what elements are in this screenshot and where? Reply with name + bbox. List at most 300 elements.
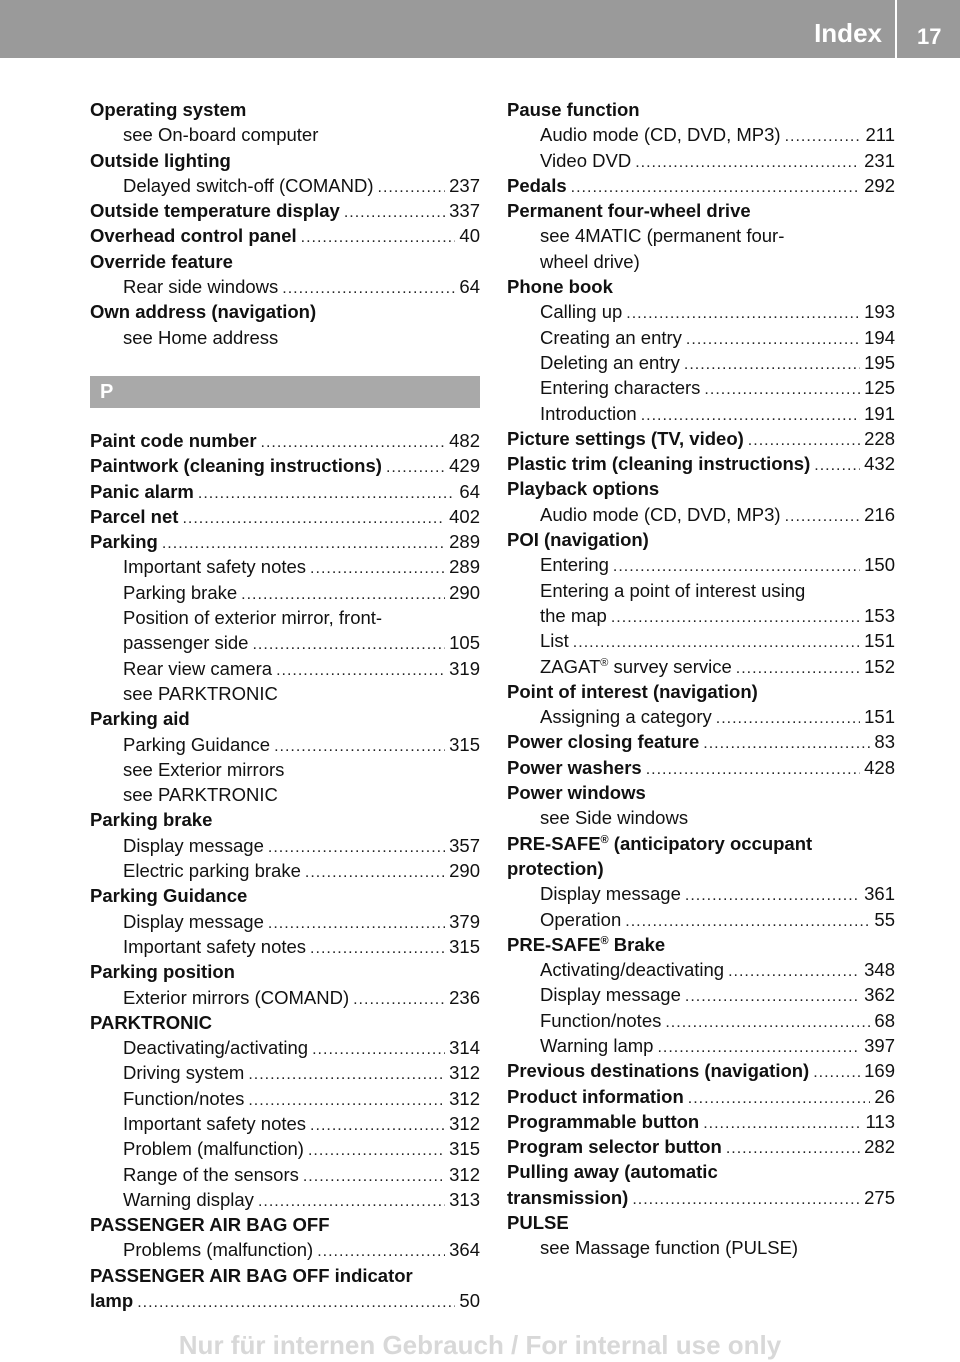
entry-text bbox=[90, 706, 190, 731]
entry-text bbox=[507, 198, 751, 223]
index-entry bbox=[90, 934, 480, 959]
dot-leader bbox=[632, 1187, 860, 1212]
entry-term: see PARKTRONIC bbox=[123, 682, 278, 704]
dot-leader bbox=[241, 582, 445, 607]
entry-term: Display message bbox=[123, 834, 264, 856]
dot-leader bbox=[301, 225, 456, 250]
dot-leader bbox=[303, 1164, 445, 1189]
entry-term: Phone book bbox=[507, 276, 613, 298]
dot-leader bbox=[317, 1239, 445, 1264]
index-entry bbox=[90, 198, 480, 223]
index-entry bbox=[507, 401, 895, 426]
entry-text bbox=[507, 780, 646, 805]
page-reference: 428 bbox=[864, 756, 895, 778]
entry-text bbox=[507, 755, 642, 780]
dot-leader bbox=[748, 428, 860, 453]
dot-leader bbox=[611, 605, 860, 630]
index-entry bbox=[90, 681, 480, 706]
page-reference: 315 bbox=[449, 1138, 480, 1160]
dot-leader bbox=[274, 734, 445, 759]
entry-text bbox=[123, 833, 264, 858]
index-entry bbox=[507, 1185, 895, 1210]
index-entry bbox=[507, 148, 895, 173]
index-entry bbox=[507, 654, 895, 679]
entry-text bbox=[540, 223, 784, 248]
index-entry bbox=[90, 529, 480, 554]
entry-text bbox=[540, 122, 781, 147]
dot-leader bbox=[261, 430, 446, 455]
index-entry bbox=[507, 552, 895, 577]
index-entry bbox=[90, 782, 480, 807]
index-entry bbox=[507, 729, 895, 754]
dot-leader bbox=[625, 909, 870, 934]
page-reference: 290 bbox=[449, 581, 480, 603]
entry-text bbox=[507, 1058, 809, 1083]
dot-leader bbox=[641, 403, 860, 428]
index-entry bbox=[90, 605, 480, 630]
page-reference: 312 bbox=[449, 1087, 480, 1109]
index-entry bbox=[507, 578, 895, 603]
index-column-right bbox=[507, 97, 895, 1261]
entry-term: Exterior mirrors (COMAND) bbox=[123, 986, 350, 1008]
dot-leader bbox=[198, 481, 456, 506]
index-entry bbox=[90, 732, 480, 757]
entry-text bbox=[123, 858, 301, 883]
entry-term: Important safety notes bbox=[123, 935, 307, 957]
page-reference: 432 bbox=[864, 453, 895, 475]
entry-term: Paintwork (cleaning instructions) bbox=[90, 455, 382, 477]
entry-text bbox=[123, 325, 278, 350]
entry-text bbox=[123, 934, 306, 959]
dot-leader bbox=[685, 883, 860, 908]
page-reference: 231 bbox=[864, 149, 895, 171]
entry-term: Paint code number bbox=[90, 429, 257, 451]
entry-term: Operation bbox=[540, 908, 622, 930]
index-entry bbox=[507, 780, 895, 805]
entry-text bbox=[540, 603, 607, 628]
entry-term: Calling up bbox=[540, 301, 623, 323]
entry-text bbox=[540, 375, 700, 400]
page-reference: 282 bbox=[864, 1136, 895, 1158]
entry-text bbox=[90, 249, 233, 274]
dot-leader bbox=[353, 987, 445, 1012]
page-reference: 194 bbox=[864, 326, 895, 348]
entry-term: protection) bbox=[507, 857, 604, 879]
entry-term-continued: survey service bbox=[608, 655, 732, 677]
dot-leader bbox=[726, 1136, 860, 1161]
dot-leader bbox=[252, 632, 445, 657]
index-entry bbox=[507, 426, 895, 451]
entry-text bbox=[507, 1159, 718, 1184]
entry-text bbox=[123, 985, 349, 1010]
entry-term: PRE-SAFE bbox=[507, 832, 601, 854]
dot-leader bbox=[716, 706, 860, 731]
index-entries-o bbox=[90, 97, 480, 350]
index-entry bbox=[507, 957, 895, 982]
page-reference: 83 bbox=[874, 731, 895, 753]
entry-term: Warning display bbox=[123, 1188, 254, 1210]
entry-text bbox=[123, 782, 278, 807]
entry-term: Programmable button bbox=[507, 1110, 700, 1132]
entry-term: Problems (malfunction) bbox=[123, 1239, 314, 1261]
entry-text bbox=[507, 476, 659, 501]
entry-term: Position of exterior mirror, front- bbox=[123, 607, 383, 629]
entry-term: see Side windows bbox=[540, 807, 689, 829]
entry-term: ZAGAT bbox=[540, 655, 601, 677]
page-reference: 482 bbox=[449, 429, 480, 451]
index-entry bbox=[507, 982, 895, 1007]
entry-term: Introduction bbox=[540, 402, 637, 424]
index-entry bbox=[90, 1136, 480, 1161]
entry-term: lamp bbox=[90, 1290, 134, 1312]
entry-text bbox=[123, 1035, 308, 1060]
page-reference: 152 bbox=[864, 655, 895, 677]
index-column-left bbox=[90, 97, 480, 1313]
entry-term: Parking brake bbox=[123, 581, 238, 603]
entry-term: PULSE bbox=[507, 1212, 569, 1234]
entry-term: Problem (malfunction) bbox=[123, 1138, 304, 1160]
index-entry bbox=[507, 350, 895, 375]
index-entry bbox=[507, 97, 895, 122]
entry-text bbox=[540, 299, 622, 324]
entry-term: Creating an entry bbox=[540, 326, 682, 348]
entry-term: Display message bbox=[123, 910, 264, 932]
index-entry bbox=[90, 883, 480, 908]
entry-text bbox=[540, 907, 621, 932]
page-number: 17 bbox=[917, 24, 942, 49]
entry-text bbox=[540, 1008, 661, 1033]
entry-term: Point of interest (navigation) bbox=[507, 680, 758, 702]
entry-text bbox=[507, 729, 699, 754]
index-entry bbox=[90, 299, 480, 324]
entry-text bbox=[123, 656, 272, 681]
entry-term-continued: (anticipatory occupant bbox=[608, 832, 813, 854]
entry-term: Entering bbox=[540, 554, 609, 576]
entry-term: Permanent four-wheel drive bbox=[507, 200, 751, 222]
dot-leader bbox=[276, 658, 445, 683]
dot-leader bbox=[613, 554, 860, 579]
dot-leader bbox=[386, 455, 445, 480]
entry-text bbox=[540, 654, 732, 679]
page-reference: 292 bbox=[864, 174, 895, 196]
dot-leader bbox=[162, 531, 445, 556]
entry-text bbox=[507, 1084, 684, 1109]
entry-term: Operating system bbox=[90, 99, 247, 120]
index-entry bbox=[507, 1134, 895, 1159]
entry-text bbox=[90, 428, 257, 453]
entry-text bbox=[540, 401, 637, 426]
index-entry bbox=[90, 807, 480, 832]
index-entry bbox=[90, 1060, 480, 1085]
entry-term: Outside temperature display bbox=[90, 200, 340, 222]
page-reference: 429 bbox=[449, 455, 480, 477]
page-reference: 237 bbox=[449, 174, 480, 196]
index-entry bbox=[507, 704, 895, 729]
page-reference: 151 bbox=[864, 630, 895, 652]
entry-text bbox=[540, 249, 640, 274]
entry-text bbox=[507, 679, 758, 704]
index-entry bbox=[507, 122, 895, 147]
entry-text bbox=[540, 350, 680, 375]
index-entry bbox=[90, 428, 480, 453]
index-entry bbox=[507, 881, 895, 906]
index-entry bbox=[507, 603, 895, 628]
entry-term: Parking Guidance bbox=[90, 885, 248, 907]
entry-term: Program selector button bbox=[507, 1136, 722, 1158]
entry-text bbox=[540, 982, 681, 1007]
entry-term: Driving system bbox=[123, 1062, 245, 1084]
dot-leader bbox=[258, 1189, 445, 1214]
index-entry bbox=[507, 375, 895, 400]
dot-leader bbox=[785, 124, 862, 149]
entry-term: Function/notes bbox=[123, 1087, 245, 1109]
entry-text bbox=[123, 122, 318, 147]
dot-leader bbox=[646, 757, 860, 782]
registered-mark: ® bbox=[600, 833, 609, 846]
registered-mark: ® bbox=[600, 934, 609, 947]
entry-text bbox=[90, 453, 382, 478]
entry-term: Panic alarm bbox=[90, 480, 194, 502]
dot-leader bbox=[626, 301, 860, 326]
index-entry bbox=[507, 679, 895, 704]
page-reference: 397 bbox=[864, 1034, 895, 1056]
index-entry bbox=[90, 122, 480, 147]
entry-text bbox=[540, 805, 688, 830]
entry-term: Pedals bbox=[507, 174, 567, 196]
page-reference: 55 bbox=[874, 908, 895, 930]
entry-text bbox=[507, 426, 744, 451]
entry-text bbox=[540, 957, 724, 982]
entry-term: Parcel net bbox=[90, 505, 179, 527]
entry-text bbox=[507, 1210, 569, 1235]
index-entry bbox=[90, 1035, 480, 1060]
page-reference: 236 bbox=[449, 986, 480, 1008]
entry-text bbox=[123, 1111, 306, 1136]
entry-term: Function/notes bbox=[540, 1009, 662, 1031]
index-entry bbox=[90, 656, 480, 681]
entry-text bbox=[123, 681, 278, 706]
index-entry bbox=[90, 706, 480, 731]
entry-term: Parking aid bbox=[90, 708, 190, 730]
page-reference: 361 bbox=[864, 883, 895, 905]
dot-leader bbox=[310, 1113, 445, 1138]
entry-term: Parking position bbox=[90, 961, 235, 983]
dot-leader bbox=[282, 276, 455, 301]
index-entry bbox=[90, 1237, 480, 1262]
index-entry bbox=[90, 1162, 480, 1187]
index-entries-p-continued bbox=[507, 97, 895, 1261]
entry-text bbox=[123, 1060, 244, 1085]
index-entry bbox=[507, 805, 895, 830]
page-reference: 312 bbox=[449, 1112, 480, 1134]
index-entry bbox=[90, 554, 480, 579]
entry-text bbox=[90, 479, 194, 504]
entry-term: Power windows bbox=[507, 782, 646, 804]
index-entry bbox=[507, 1235, 895, 1260]
entry-text bbox=[540, 148, 631, 173]
entry-term: PASSENGER AIR BAG OFF bbox=[90, 1214, 330, 1236]
entry-text bbox=[507, 1134, 722, 1159]
index-entry bbox=[507, 451, 895, 476]
page-reference: 315 bbox=[449, 733, 480, 755]
page-reference: 195 bbox=[864, 351, 895, 373]
index-entry bbox=[90, 173, 480, 198]
entry-text bbox=[90, 807, 212, 832]
index-entry bbox=[507, 1159, 895, 1184]
page-reference: 379 bbox=[449, 910, 480, 932]
page-reference: 169 bbox=[864, 1060, 895, 1082]
entry-text bbox=[540, 1235, 798, 1260]
dot-leader bbox=[813, 1060, 860, 1085]
page-reference: 312 bbox=[449, 1062, 480, 1084]
dot-leader bbox=[344, 200, 445, 225]
entry-term: Entering a point of interest using bbox=[540, 579, 806, 601]
dot-leader bbox=[305, 860, 445, 885]
entry-text bbox=[90, 1263, 413, 1288]
entry-term: PARKTRONIC bbox=[90, 1011, 212, 1033]
entry-text bbox=[123, 173, 374, 198]
entry-text bbox=[540, 552, 609, 577]
entry-term: wheel drive) bbox=[540, 250, 640, 272]
page-header bbox=[0, 0, 960, 58]
index-entry bbox=[90, 909, 480, 934]
entry-text bbox=[90, 1288, 133, 1313]
entry-text bbox=[123, 580, 237, 605]
dot-leader bbox=[686, 327, 860, 352]
entry-term: Pulling away (automatic bbox=[507, 1161, 718, 1183]
page-reference: 357 bbox=[449, 834, 480, 856]
index-entry bbox=[507, 907, 895, 932]
entry-term: Playback options bbox=[507, 478, 660, 500]
index-entry bbox=[507, 1210, 895, 1235]
dot-leader bbox=[248, 1088, 445, 1113]
entry-term: Electric parking brake bbox=[123, 860, 301, 882]
index-entry bbox=[90, 1212, 480, 1237]
dot-leader bbox=[268, 911, 445, 936]
index-entry bbox=[507, 198, 895, 223]
entry-text bbox=[90, 1010, 212, 1035]
dot-leader bbox=[703, 731, 870, 756]
entry-term: Outside lighting bbox=[90, 149, 231, 171]
entry-text bbox=[540, 502, 781, 527]
page-reference: 64 bbox=[459, 276, 480, 298]
dot-leader bbox=[814, 453, 860, 478]
index-entry bbox=[507, 274, 895, 299]
dot-leader bbox=[573, 630, 860, 655]
page-reference: 68 bbox=[874, 1009, 895, 1031]
index-entry bbox=[90, 959, 480, 984]
index-entry bbox=[90, 223, 480, 248]
index-entry bbox=[90, 249, 480, 274]
page-reference: 211 bbox=[865, 124, 895, 146]
index-entry bbox=[90, 1010, 480, 1035]
dot-leader bbox=[728, 959, 860, 984]
dot-leader bbox=[635, 150, 860, 175]
entry-term: Rear side windows bbox=[123, 276, 279, 298]
entry-term: Entering characters bbox=[540, 377, 701, 399]
index-entry bbox=[90, 148, 480, 173]
index-entry bbox=[90, 479, 480, 504]
dot-leader bbox=[657, 1035, 860, 1060]
page-reference: 113 bbox=[865, 1110, 895, 1132]
entry-text bbox=[90, 97, 246, 122]
dot-leader bbox=[688, 1086, 871, 1111]
page-reference: 289 bbox=[449, 531, 480, 553]
entry-term: Plastic trim (cleaning instructions) bbox=[507, 453, 811, 475]
entry-text bbox=[123, 757, 284, 782]
dot-leader bbox=[378, 175, 446, 200]
entry-text bbox=[90, 198, 340, 223]
index-entry bbox=[507, 173, 895, 198]
registered-mark: ® bbox=[600, 656, 609, 669]
page-reference: 319 bbox=[449, 657, 480, 679]
dot-leader bbox=[182, 506, 445, 531]
entry-term: PASSENGER AIR BAG OFF indicator bbox=[90, 1264, 413, 1286]
dot-leader bbox=[704, 377, 860, 402]
index-entry bbox=[90, 757, 480, 782]
entry-text bbox=[123, 274, 278, 299]
entry-text bbox=[90, 1212, 330, 1237]
index-entry bbox=[90, 858, 480, 883]
index-entry bbox=[507, 476, 895, 501]
page-reference: 216 bbox=[864, 503, 895, 525]
page-reference: 362 bbox=[864, 984, 895, 1006]
index-entry bbox=[90, 504, 480, 529]
dot-leader bbox=[310, 936, 445, 961]
entry-term: Parking bbox=[90, 531, 158, 553]
page-reference: 290 bbox=[449, 860, 480, 882]
index-entry bbox=[90, 97, 480, 122]
entry-term: Parking brake bbox=[90, 809, 213, 831]
page-reference: 313 bbox=[449, 1188, 480, 1210]
entry-term: Pause function bbox=[507, 99, 640, 120]
page-reference: 193 bbox=[864, 301, 895, 323]
index-entry bbox=[507, 299, 895, 324]
entry-text bbox=[123, 605, 382, 630]
index-entry bbox=[90, 1187, 480, 1212]
dot-leader bbox=[308, 1138, 445, 1163]
index-entry bbox=[90, 630, 480, 655]
entry-term: Assigning a category bbox=[540, 706, 712, 728]
index-entry bbox=[507, 831, 895, 856]
entry-text bbox=[90, 299, 316, 324]
entry-term: see On-board computer bbox=[123, 124, 319, 146]
entry-term: see 4MATIC (permanent four- bbox=[540, 225, 785, 247]
entry-term: Rear view camera bbox=[123, 657, 273, 679]
entry-term: Warning lamp bbox=[540, 1034, 654, 1056]
entry-text bbox=[507, 173, 567, 198]
entry-text bbox=[123, 630, 248, 655]
index-entry bbox=[507, 932, 895, 957]
entry-term: Parking Guidance bbox=[123, 733, 271, 755]
entry-text bbox=[507, 856, 604, 881]
entry-term: Own address (navigation) bbox=[90, 301, 317, 323]
entry-term-continued: Brake bbox=[608, 933, 666, 955]
page-reference: 105 bbox=[449, 632, 480, 654]
index-entry bbox=[507, 249, 895, 274]
page-reference: 151 bbox=[864, 706, 895, 728]
entry-text bbox=[90, 223, 297, 248]
page-reference: 26 bbox=[874, 1085, 895, 1107]
entry-term: Video DVD bbox=[540, 149, 632, 171]
entry-text bbox=[540, 628, 569, 653]
index-entry bbox=[90, 580, 480, 605]
page-reference: 50 bbox=[459, 1290, 480, 1312]
entry-term: POI (navigation) bbox=[507, 529, 649, 551]
section-heading-p: P bbox=[90, 376, 480, 408]
entry-term: Important safety notes bbox=[123, 556, 307, 578]
entry-text bbox=[540, 881, 681, 906]
